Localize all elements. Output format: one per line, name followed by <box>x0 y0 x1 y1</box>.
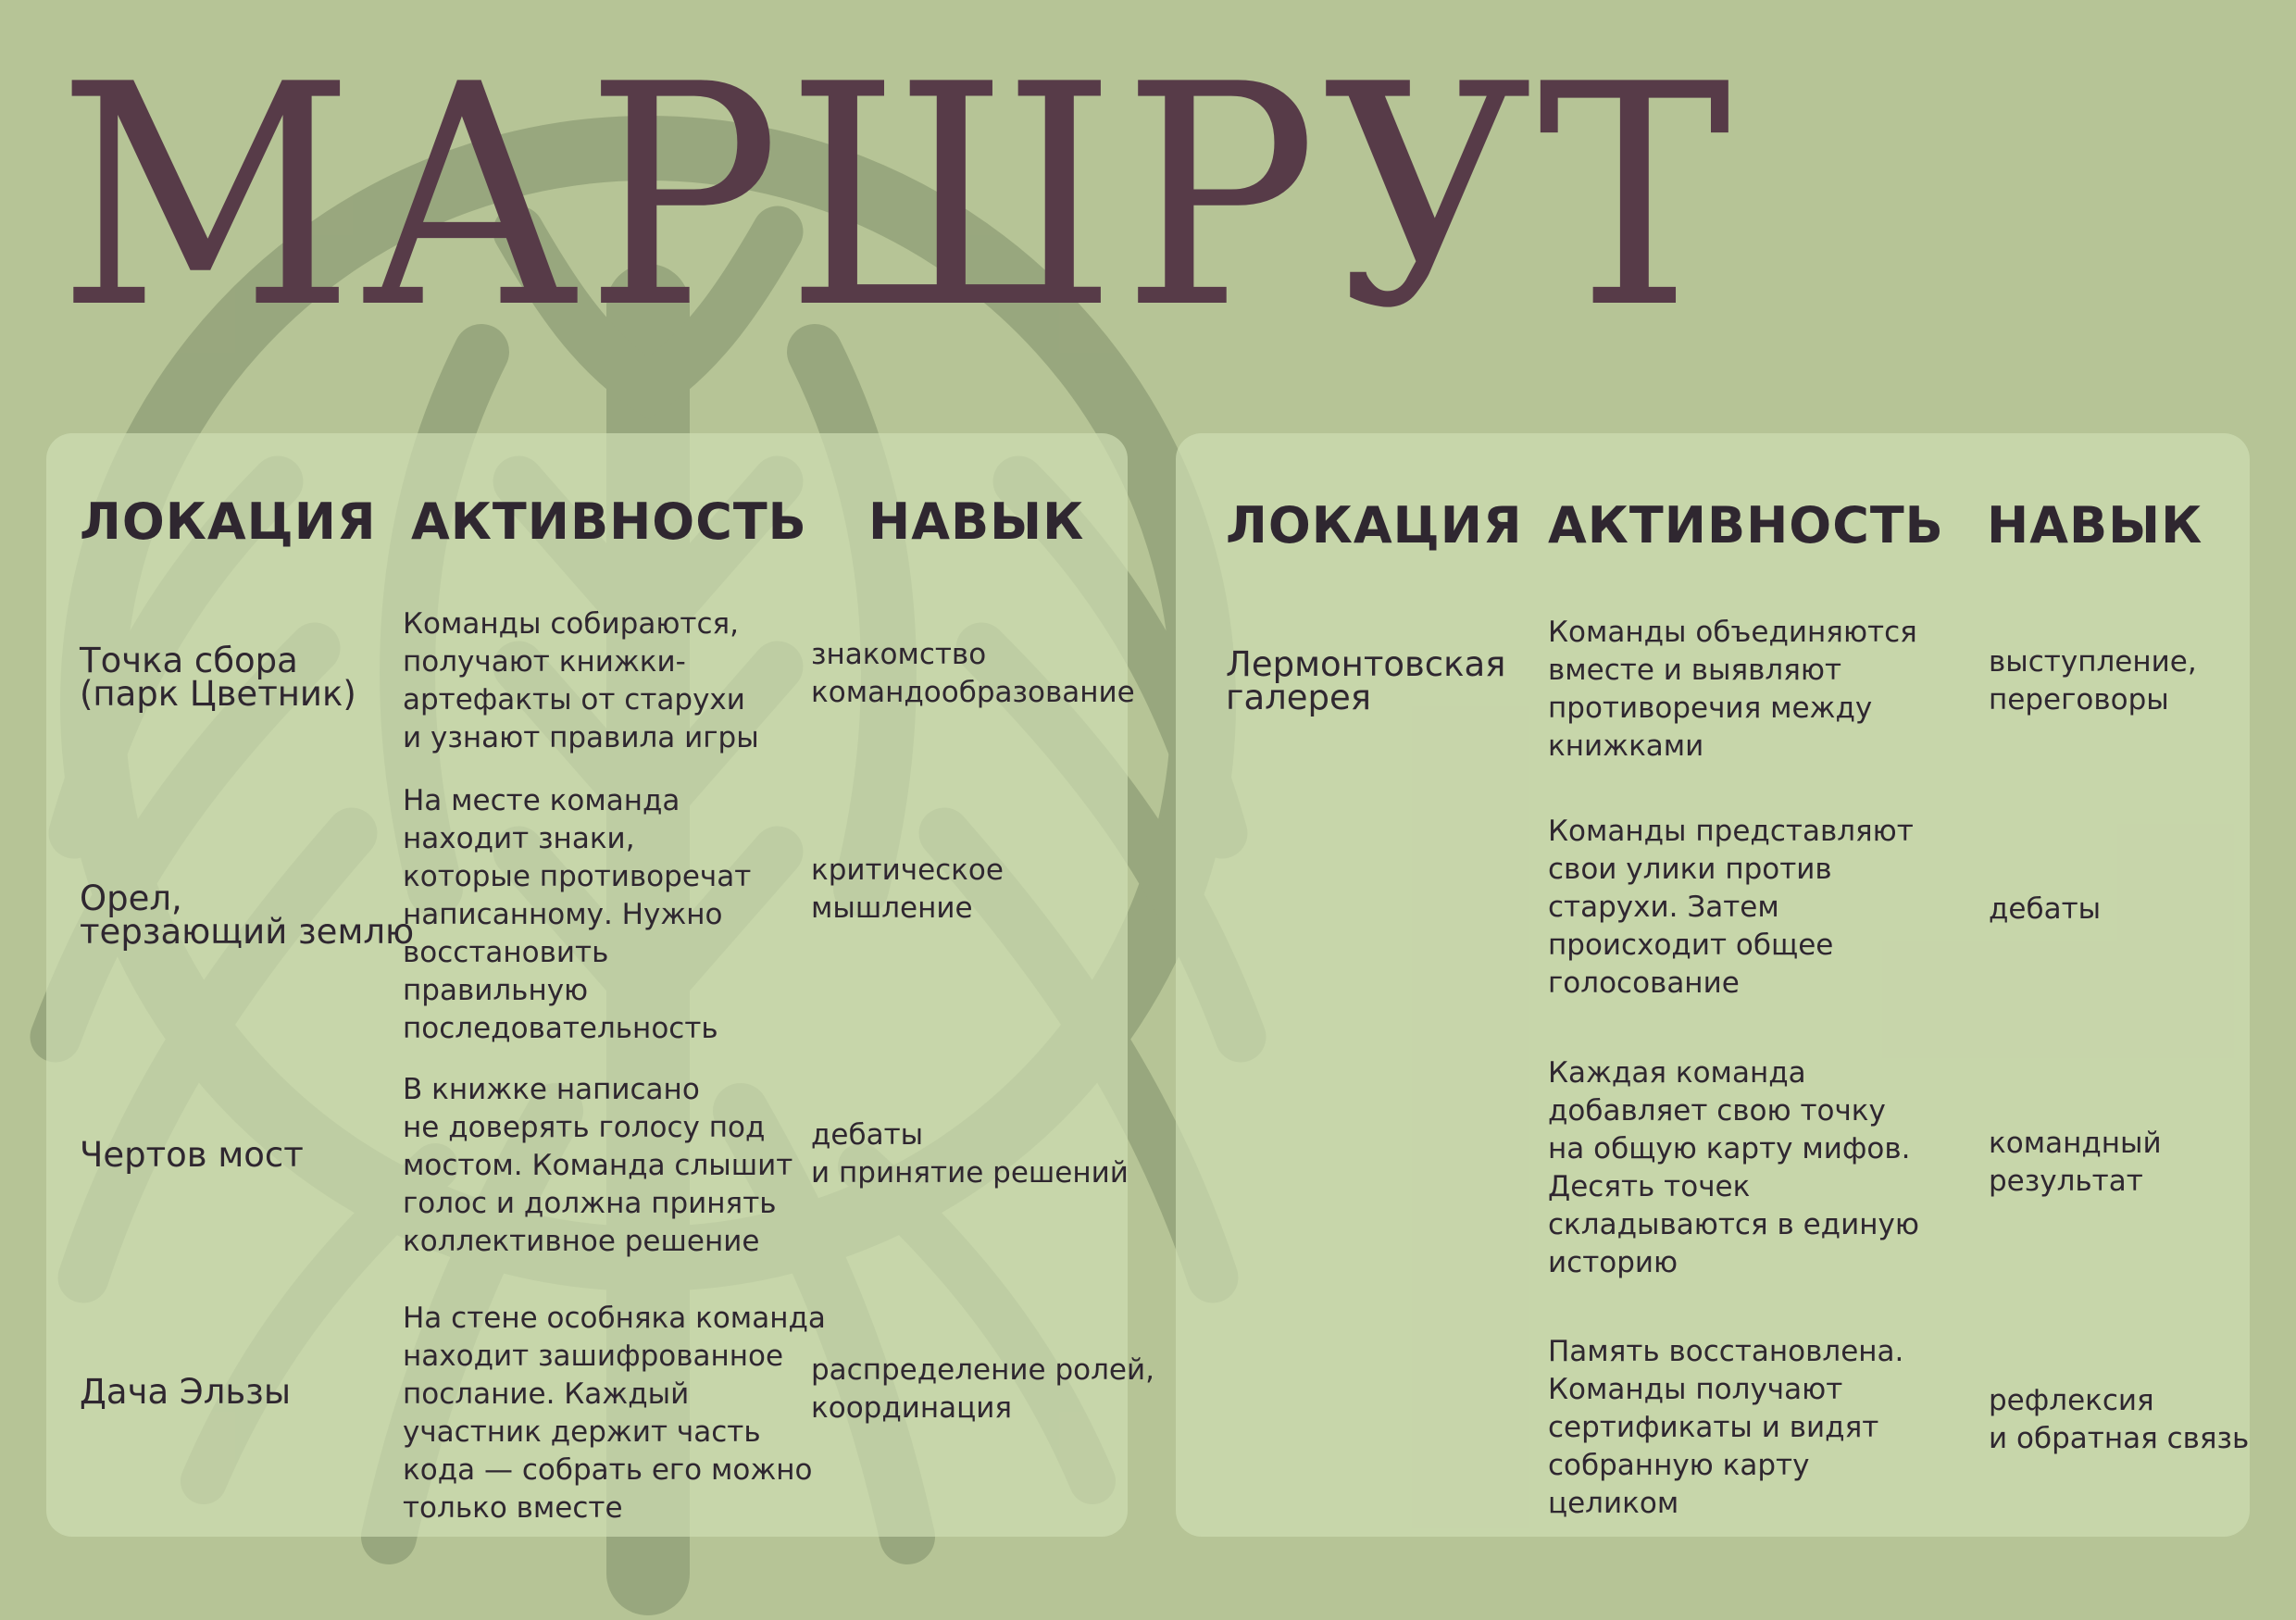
row-skill: дебаты и принятие решений <box>811 1118 1129 1190</box>
column-header-skill: НАВЫК <box>868 492 1085 551</box>
row-activity: На месте команда находит знаки, которые противоречат написанному. Нужно восстановить правильную последовательность <box>403 784 752 1045</box>
row-location: Точка сбора (парк Цветник) <box>80 641 356 714</box>
column-header-skill: НАВЫК <box>1987 496 2203 555</box>
row-activity: Каждая команда добавляет свою точку на общую карту мифов. Десять точек складываются в единую историю <box>1548 1056 1919 1279</box>
row-skill: распределение ролей, координация <box>811 1353 1155 1425</box>
column-header-location: ЛОКАЦИЯ <box>80 492 377 551</box>
page-title: МАРШРУТ <box>57 19 1737 375</box>
row-activity: Команды объединяются вместе и выявляют противоречия между книжками <box>1548 616 1917 763</box>
row-activity: Команды представляют свои улики против старухи. Затем происходит общее голосование <box>1548 815 1914 1000</box>
row-location: Лермонтовская галерея <box>1226 644 1506 717</box>
column-header-location: ЛОКАЦИЯ <box>1226 496 1523 555</box>
row-location: Дача Эльзы <box>80 1372 292 1412</box>
row-skill: критическое мышление <box>811 854 1004 925</box>
column-header-activity: АКТИВНОСТЬ <box>1548 496 1944 555</box>
row-skill: знакомство командообразование <box>811 638 1135 709</box>
row-activity: Память восстановлена. Команды получают сертификаты и видят собранную карту целиком <box>1548 1335 1904 1520</box>
column-header-activity: АКТИВНОСТЬ <box>411 492 807 551</box>
row-skill: рефлексия и обратная связь <box>1989 1384 2250 1455</box>
row-skill: дебаты <box>1989 892 2102 926</box>
row-activity: Команды собираются, получают книжки- артефакты от старухи и узнают правила игры <box>403 607 759 754</box>
row-activity: На стене особняка команда находит зашифрованное послание. Каждый участник держит часть кода — собрать его можно только вместе <box>403 1302 826 1525</box>
row-location: Чертов мост <box>80 1135 304 1175</box>
row-activity: В книжке написано не доверять голосу под мостом. Команда слышит голос и должна принять коллективное решение <box>403 1073 793 1258</box>
row-skill: командный результат <box>1989 1127 2162 1198</box>
row-skill: выступление, переговоры <box>1989 645 2197 717</box>
row-location: Орел, терзающий землю <box>80 879 415 952</box>
